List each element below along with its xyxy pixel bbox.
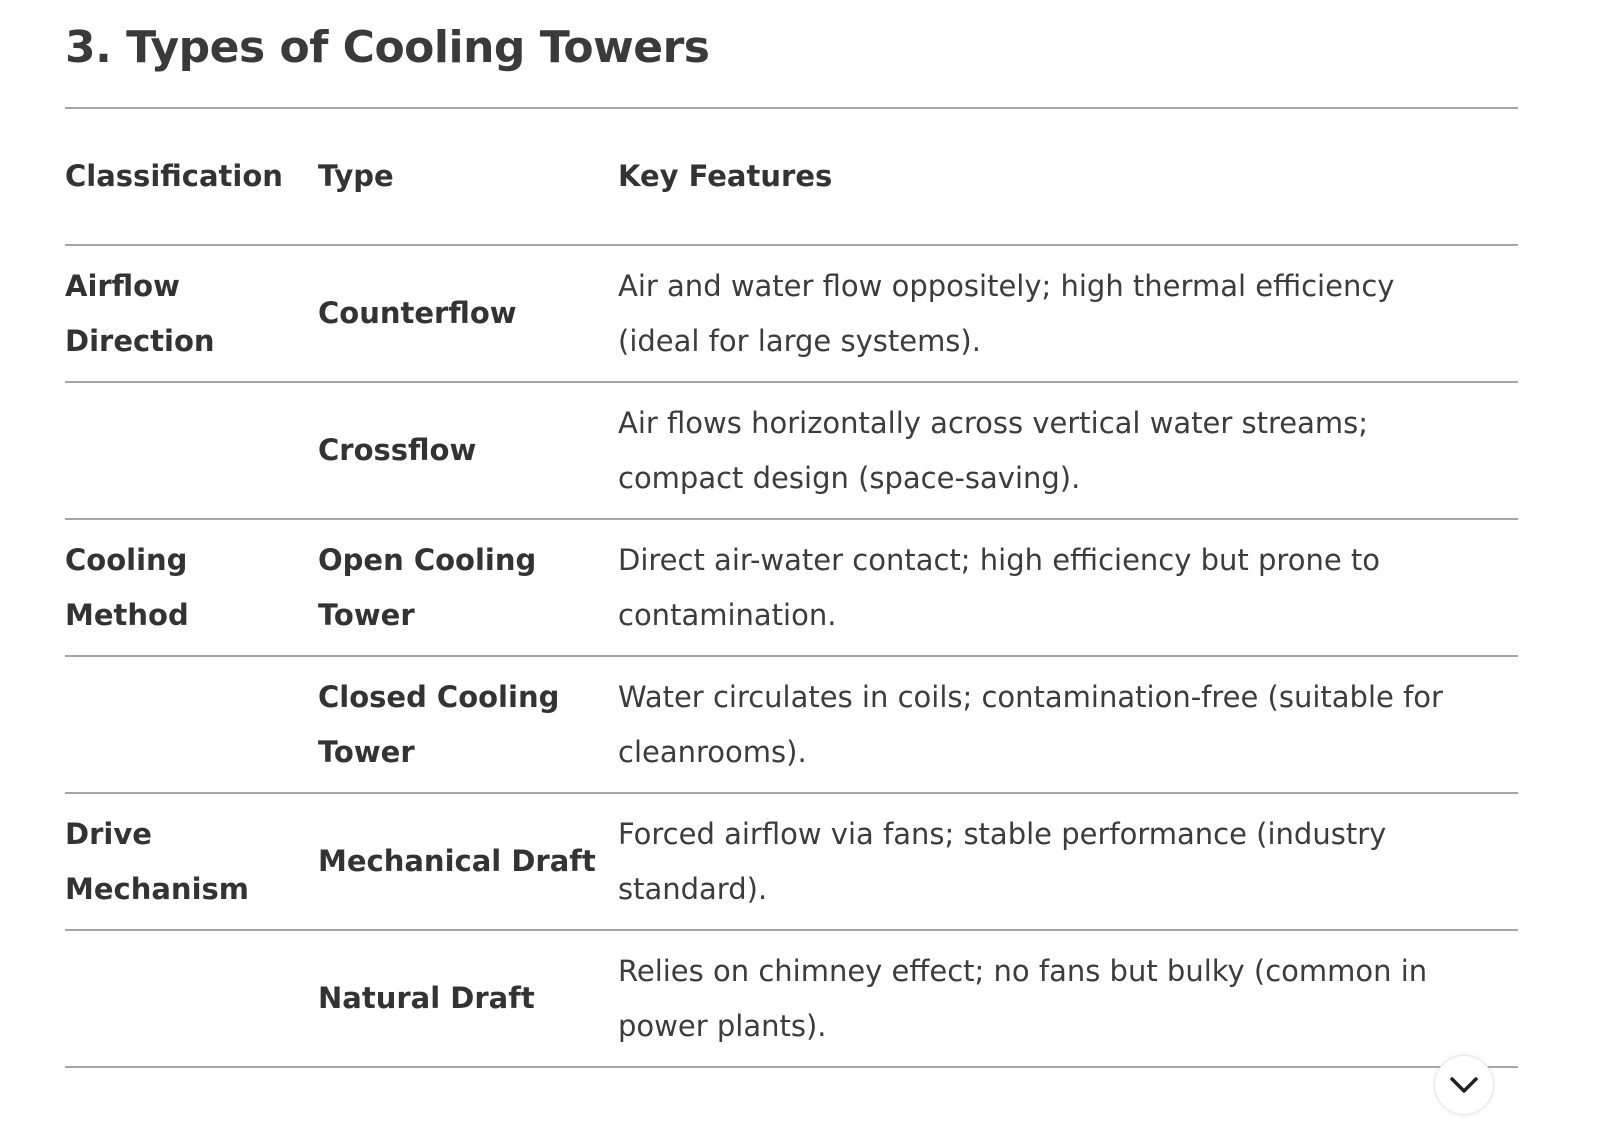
cell-features: Air flows horizontally across vertical water streams; compact design (space-saving). bbox=[618, 382, 1518, 519]
scroll-down-button[interactable] bbox=[1434, 1055, 1494, 1115]
cell-features: Air and water flow oppositely; high thermal efficiency (ideal for large systems). bbox=[618, 245, 1518, 382]
cooling-tower-types-table bbox=[65, 107, 1518, 1068]
cell-classification: Cooling Method bbox=[65, 519, 318, 656]
cell-type: Counterflow bbox=[318, 245, 618, 382]
table-row bbox=[65, 656, 1518, 793]
chevron-down-icon bbox=[1449, 1076, 1479, 1094]
cell-type: Crossflow bbox=[318, 382, 618, 519]
cell-features: Direct air-water contact; high efficiency but prone to contamination. bbox=[618, 519, 1518, 656]
cell-classification bbox=[65, 930, 318, 1067]
table-row bbox=[65, 519, 1518, 656]
cell-features: Water circulates in coils; contamination-free (suitable for cleanrooms). bbox=[618, 656, 1518, 793]
cell-type: Open Cooling Tower bbox=[318, 519, 618, 656]
table-row bbox=[65, 245, 1518, 382]
table-row bbox=[65, 382, 1518, 519]
section-title: 3. Types of Cooling Towers bbox=[65, 22, 710, 73]
column-header-classification: Classification bbox=[65, 108, 318, 245]
cell-type: Mechanical Draft bbox=[318, 793, 618, 930]
column-header-key-features: Key Features bbox=[618, 108, 1518, 245]
cell-type: Closed Cooling Tower bbox=[318, 656, 618, 793]
cell-features: Forced airflow via fans; stable performance (industry standard). bbox=[618, 793, 1518, 930]
table-row bbox=[65, 930, 1518, 1067]
table-row bbox=[65, 793, 1518, 930]
cell-classification: Drive Mechanism bbox=[65, 793, 318, 930]
cell-classification: Airflow Direction bbox=[65, 245, 318, 382]
cell-classification bbox=[65, 382, 318, 519]
table-header-row bbox=[65, 108, 1518, 245]
cell-type: Natural Draft bbox=[318, 930, 618, 1067]
cell-classification bbox=[65, 656, 318, 793]
column-header-type: Type bbox=[318, 108, 618, 245]
cell-features: Relies on chimney effect; no fans but bulky (common in power plants). bbox=[618, 930, 1518, 1067]
